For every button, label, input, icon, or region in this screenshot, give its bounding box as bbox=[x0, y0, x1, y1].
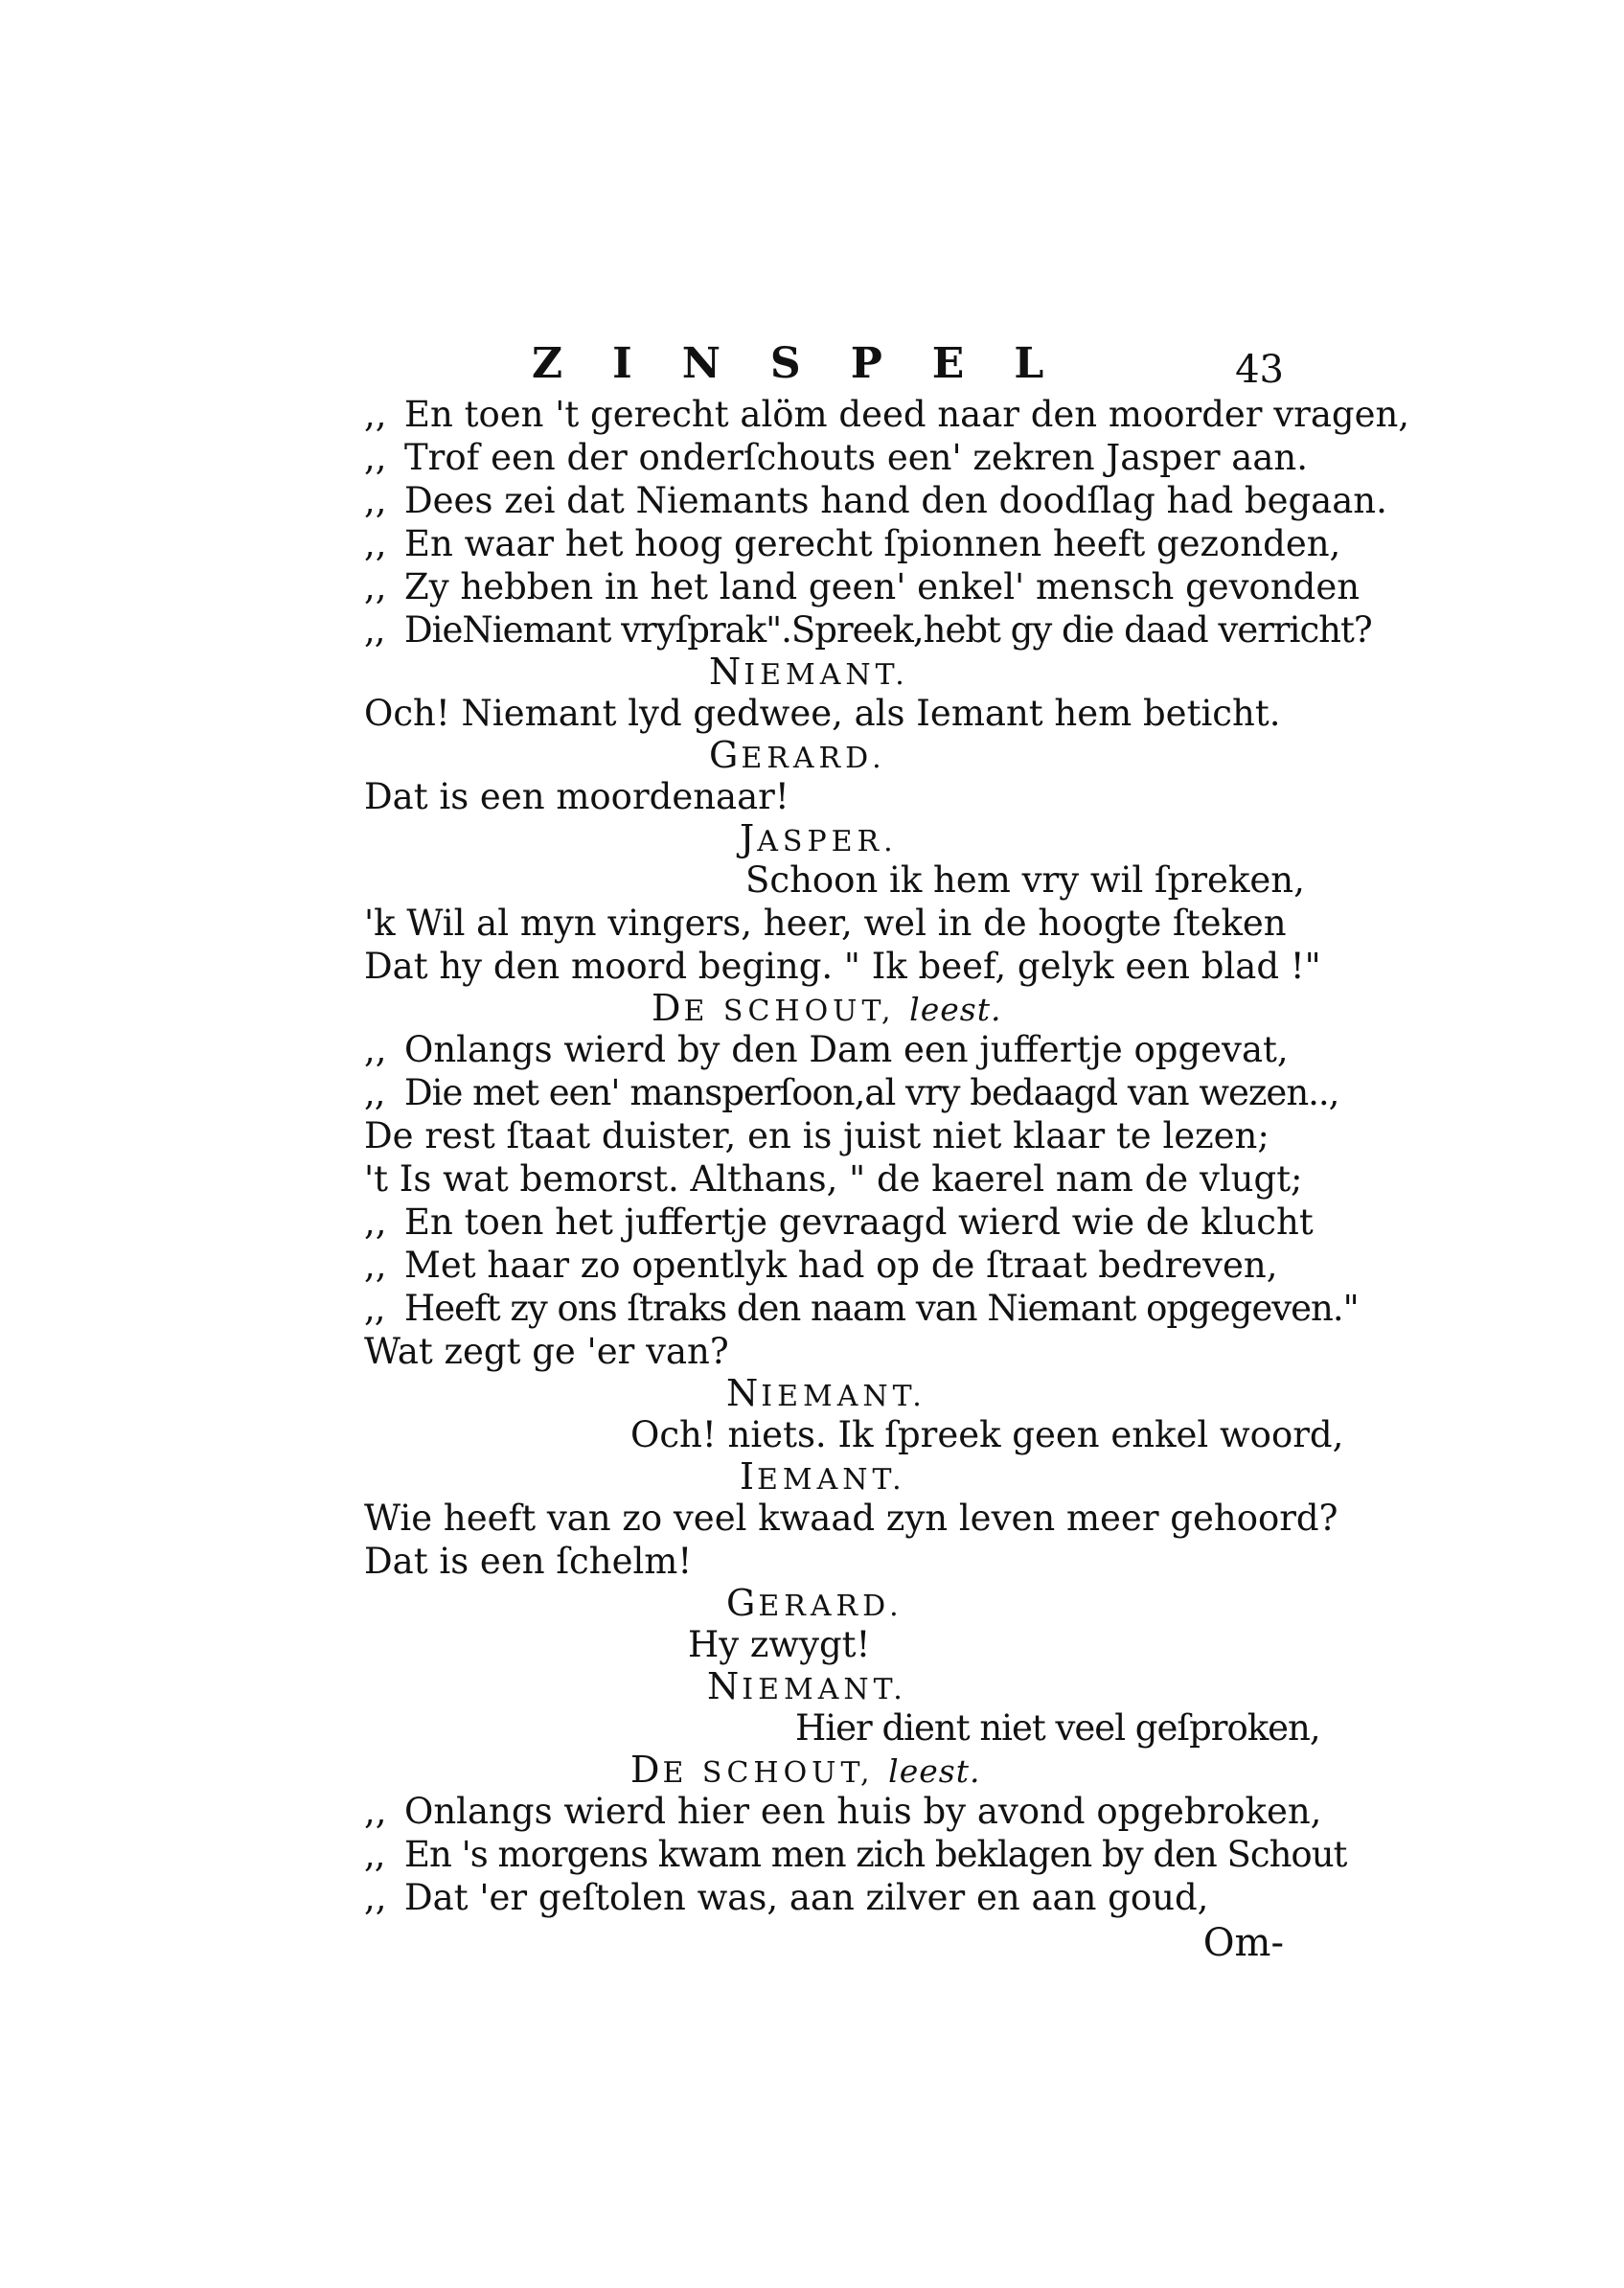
quote-mark: ,, bbox=[364, 566, 387, 607]
verse-text: Och! niets. Ik ſpreek geen enkel woord, bbox=[630, 1414, 1344, 1455]
catchword: Om- bbox=[1202, 1921, 1284, 1965]
verse-line bbox=[364, 565, 1361, 608]
speaker-name: ASPER. bbox=[757, 825, 898, 858]
quote-mark: ,, bbox=[364, 1288, 385, 1329]
speaker-heading bbox=[364, 652, 1284, 692]
verse-text: Die met een' mansperſoon,al vry bedaagd van wezen.., bbox=[404, 1072, 1339, 1113]
speaker-initial: D bbox=[652, 987, 684, 1029]
speaker-initial: G bbox=[726, 1582, 759, 1624]
quote-mark: ,, bbox=[364, 1201, 387, 1243]
verse-line bbox=[364, 1790, 1322, 1833]
running-head: ZINSPEL bbox=[532, 339, 1094, 388]
verse-line bbox=[364, 692, 1284, 735]
quote-mark: ,, bbox=[364, 480, 387, 521]
speaker-heading bbox=[364, 818, 1284, 858]
speaker-initial: N bbox=[726, 1372, 762, 1414]
verse-text: Wie heeft van zo veel kwaad zyn leven meer gehoord? bbox=[364, 1498, 1338, 1539]
verse-line bbox=[364, 1413, 1344, 1456]
verse-line bbox=[364, 1623, 1284, 1666]
speaker-heading bbox=[364, 1666, 1284, 1706]
verse-line bbox=[364, 1157, 1303, 1201]
speaker-initial: G bbox=[709, 734, 742, 776]
verse-line bbox=[364, 522, 1341, 565]
quote-mark: ,, bbox=[364, 1245, 387, 1286]
verse-text: En toen 't gerecht alöm deed naar den moorder vragen, bbox=[404, 394, 1410, 435]
verse-line bbox=[364, 775, 1284, 818]
verse-line bbox=[364, 1706, 1320, 1750]
verse-line bbox=[364, 608, 1372, 652]
verse-text: Dees zei dat Niemants hand den doodſlag had begaan. bbox=[404, 480, 1387, 521]
speaker-name: E SCHOUT, bbox=[683, 995, 896, 1028]
verse-text: Dat hy den moord beging. " Ik beef, gelyk een blad !" bbox=[364, 946, 1321, 987]
speaker-heading bbox=[364, 1456, 1284, 1497]
verse-line bbox=[364, 1876, 1284, 1919]
verse-text: Met haar zo opentlyk had op de ſtraat bedreven, bbox=[404, 1245, 1278, 1286]
verse-line bbox=[364, 1330, 1284, 1373]
quote-mark: ,, bbox=[364, 1072, 385, 1113]
verse-text: Heeft zy ons ſtraks den naam van Niemant opgegeven." bbox=[404, 1288, 1359, 1329]
speaker-name: ERARD. bbox=[758, 1590, 903, 1623]
verse-line bbox=[364, 1028, 1289, 1071]
speaker-heading bbox=[364, 735, 1284, 775]
speaker-heading bbox=[364, 988, 1284, 1028]
catchword-row bbox=[364, 1919, 1284, 1967]
speaker-name: IEMANT. bbox=[742, 1673, 907, 1706]
quote-mark: ,, bbox=[364, 523, 387, 564]
verse-text: 't Is wat bemorst. Althans, " de kaerel nam de vlugt; bbox=[364, 1158, 1303, 1200]
play-text bbox=[364, 393, 1410, 1967]
verse-text: En waar het hoog gerecht ſpionnen heeft gezonden, bbox=[404, 523, 1341, 564]
verse-text: Och! Niemant lyd gedwee, als Iemant hem beticht. bbox=[364, 693, 1281, 734]
verse-line bbox=[364, 1244, 1284, 1287]
quote-mark: ,, bbox=[364, 437, 387, 478]
verse-line bbox=[364, 1071, 1339, 1114]
verse-text: 'k Wil al myn vingers, heer, wel in de hoogte ſteken bbox=[364, 903, 1287, 944]
speaker-name: ERARD. bbox=[741, 742, 886, 775]
speaker-name: E SCHOUT, bbox=[662, 1756, 875, 1790]
verse-line bbox=[364, 393, 1410, 436]
verse-line bbox=[364, 1833, 1347, 1876]
speaker-initial: N bbox=[709, 651, 744, 693]
speaker-initial: D bbox=[630, 1749, 663, 1791]
verse-text: Onlangs wierd by den Dam een juffertje opgevat, bbox=[404, 1029, 1289, 1070]
verse-text: Hy zwygt! bbox=[688, 1624, 871, 1665]
speaker-name: EMANT. bbox=[757, 1463, 906, 1497]
quote-mark: ,, bbox=[364, 609, 385, 651]
quote-mark: ,, bbox=[364, 1791, 387, 1832]
verse-text: Zy hebben in het land geen' enkel' mensch gevonden bbox=[404, 566, 1361, 607]
verse-line bbox=[364, 436, 1309, 479]
speaker-name: IEMANT. bbox=[761, 1380, 926, 1413]
page-header bbox=[364, 335, 1284, 393]
verse-text: Wat zegt ge 'er van? bbox=[364, 1331, 729, 1372]
quote-mark: ,, bbox=[364, 1877, 387, 1918]
speaker-heading bbox=[364, 1583, 1284, 1623]
verse-text: Schoon ik hem vry wil ſpreken, bbox=[745, 859, 1305, 901]
verse-text: Dat is een moordenaar! bbox=[364, 776, 789, 817]
verse-text: Hier dient niet veel geſproken, bbox=[795, 1707, 1320, 1749]
verse-text: Trof een der onderſchouts een' zekren Jasper aan. bbox=[404, 437, 1309, 478]
verse-text: En toen het juffertje gevraagd wierd wie de klucht bbox=[404, 1201, 1314, 1243]
speaker-heading bbox=[364, 1373, 1284, 1413]
quote-mark: ,, bbox=[364, 1029, 387, 1070]
verse-line bbox=[364, 1287, 1359, 1330]
verse-text: Dat is een ſchelm! bbox=[364, 1541, 693, 1582]
speaker-heading bbox=[364, 1750, 1284, 1790]
verse-line bbox=[364, 945, 1321, 988]
speaker-initial: J bbox=[740, 817, 758, 859]
verse-text: De rest ſtaat duister, en is juist niet klaar te lezen; bbox=[364, 1115, 1269, 1156]
verse-text: Dat 'er geſtolen was, aan zilver en aan goud, bbox=[404, 1877, 1209, 1918]
verse-line bbox=[364, 1201, 1314, 1244]
quote-mark: ,, bbox=[364, 1834, 385, 1875]
verse-line bbox=[364, 479, 1387, 522]
page-number: 43 bbox=[1235, 348, 1284, 392]
stage-direction: leest. bbox=[888, 1752, 981, 1790]
verse-text: DieNiemant vryſprak".Spreek,hebt gy die daad verricht? bbox=[404, 609, 1372, 651]
speaker-initial: N bbox=[707, 1665, 743, 1707]
verse-text: En 's morgens kwam men zich beklagen by den Schout bbox=[404, 1834, 1347, 1875]
stage-direction: leest. bbox=[909, 991, 1002, 1028]
quote-mark: ,, bbox=[364, 394, 387, 435]
speaker-initial: I bbox=[740, 1455, 758, 1498]
verse-line bbox=[364, 902, 1287, 945]
verse-line bbox=[364, 1114, 1284, 1157]
speaker-name: IEMANT. bbox=[743, 658, 909, 692]
verse-line bbox=[364, 1497, 1338, 1540]
verse-text: Onlangs wierd hier een huis by avond opgebroken, bbox=[404, 1791, 1322, 1832]
verse-line bbox=[364, 858, 1305, 902]
verse-line bbox=[364, 1540, 1284, 1583]
